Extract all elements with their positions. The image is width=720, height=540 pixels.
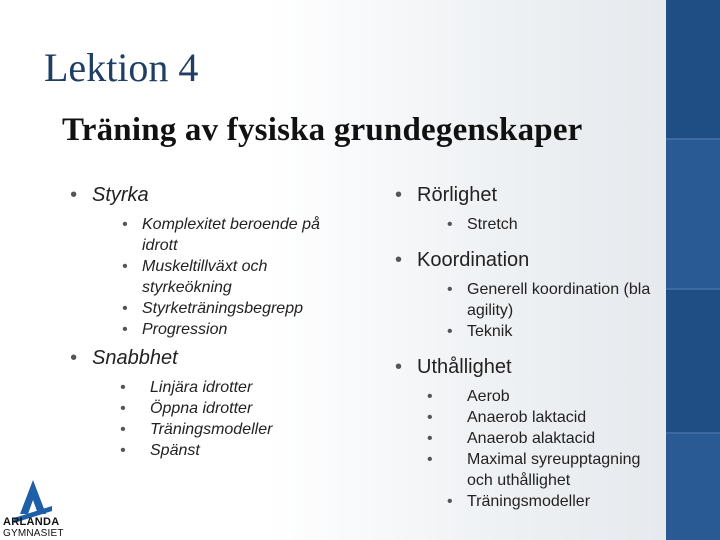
lesson-title: Lektion 4 — [44, 45, 199, 90]
side-bar-panel — [666, 432, 720, 540]
topic-koordination — [395, 247, 667, 342]
list-item: • Öppna idrotter — [110, 398, 345, 419]
topic-rorlighet — [395, 182, 667, 235]
logo-text-line2: GYMNASIET — [3, 528, 64, 539]
list-item: • Anaerob alaktacid — [427, 428, 667, 449]
list-item: • Generell koordination (bla agility) — [447, 279, 667, 321]
list-item: • Spänst — [110, 440, 345, 461]
topic-label: Koordination — [417, 249, 530, 271]
topic-styrka — [70, 182, 345, 340]
list-item: • Linjära idrotter — [110, 377, 345, 398]
list-item: • Muskeltillväxt och styrkeökning — [122, 256, 345, 298]
list-item: • Teknik — [447, 321, 667, 342]
list-item: • Träningsmodeller — [447, 491, 667, 512]
list-item: • Styrketräningsbegrepp — [122, 298, 345, 319]
topic-label: Rörlighet — [417, 184, 498, 206]
topic-snabbhet — [70, 345, 345, 461]
side-bar — [666, 0, 720, 540]
side-bar-panel — [666, 138, 720, 288]
list-item: • Anaerob laktacid — [427, 407, 667, 428]
side-bar-divider — [666, 288, 720, 290]
list-item: • Aerob — [427, 386, 667, 407]
slide-subtitle: Träning av fysiska grundegenskaper — [62, 112, 583, 148]
left-column — [70, 182, 345, 461]
right-column — [395, 182, 667, 512]
list-item: • Progression — [122, 319, 345, 340]
list-item: • Träningsmodeller — [110, 419, 345, 440]
logo-text-line1: ARLANDA — [3, 516, 60, 528]
list-item: • Stretch — [447, 214, 667, 235]
topic-label: Uthållighet — [417, 356, 512, 378]
side-bar-divider — [666, 138, 720, 140]
side-bar-divider — [666, 432, 720, 434]
topic-label: Snabbhet — [92, 347, 178, 369]
topic-label: Styrka — [92, 184, 149, 206]
list-item: • Maximal syreupptagning och uthållighet — [427, 449, 667, 491]
list-item: • Komplexitet beroende på idrott — [122, 214, 345, 256]
topic-uthallighet — [395, 354, 667, 512]
